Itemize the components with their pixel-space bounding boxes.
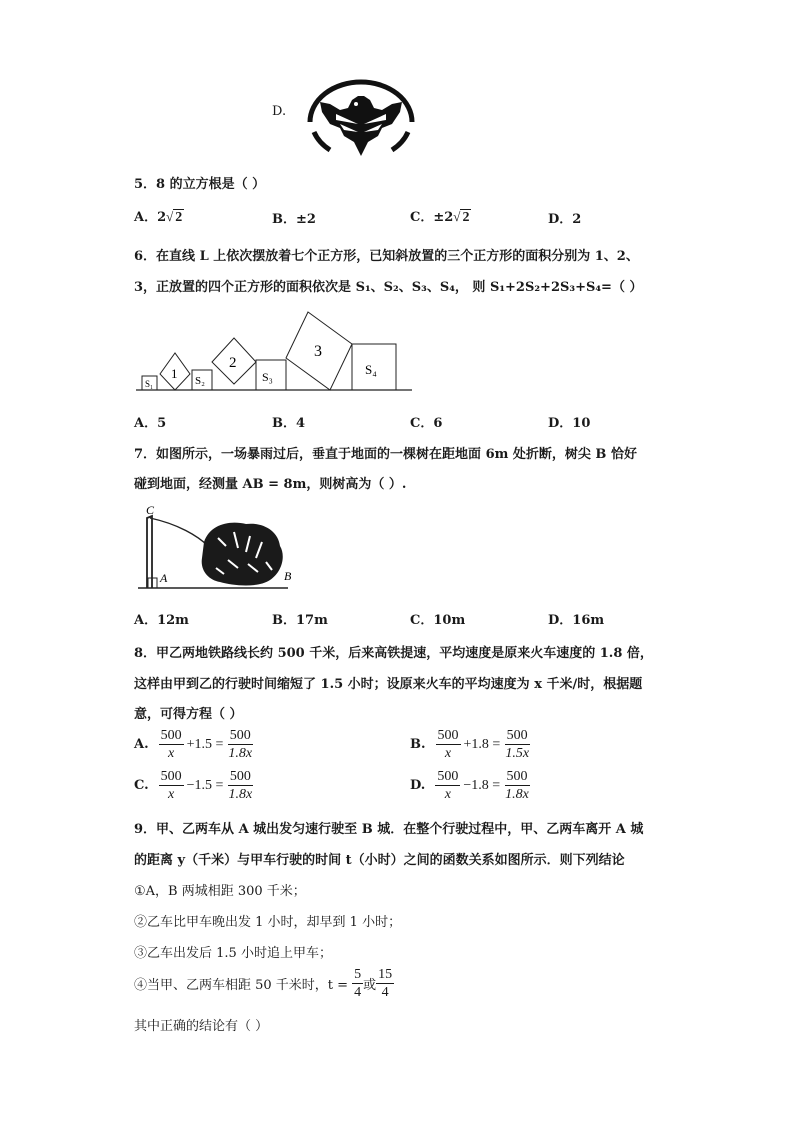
operator: −1.8 = bbox=[463, 777, 501, 793]
numerator: 500 bbox=[437, 728, 459, 743]
q6-label-s4: S₄ bbox=[365, 362, 377, 377]
denominator: 1.8x bbox=[228, 746, 253, 761]
q7-label-c: C bbox=[146, 503, 155, 517]
q9-statement-4-prefix: ④当甲、乙两车相距 50 千米时，t = bbox=[134, 978, 349, 993]
fraction bbox=[503, 768, 531, 803]
denominator: 1.8x bbox=[228, 787, 253, 802]
fraction bbox=[436, 727, 461, 762]
q5-option-c bbox=[410, 206, 471, 226]
q8-option-a bbox=[134, 727, 254, 762]
denominator: x bbox=[168, 787, 175, 802]
q6-line2: 3，正放置的四个正方形的面积依次是 S₁、S₂、S₃、S₄， 则 S₁+2S₂+2S₃+S₄=（ ） bbox=[134, 280, 643, 295]
q6-squares-figure bbox=[136, 304, 416, 396]
q5-option-d: D．2 bbox=[548, 212, 582, 227]
q8-option-a-label: A. bbox=[134, 737, 149, 752]
numerator: 500 bbox=[229, 728, 251, 743]
q9-statement-4-or: 或 bbox=[363, 978, 377, 993]
q9-statement-4 bbox=[134, 966, 394, 1001]
q8-line1: 8．甲乙两地铁路线长约 500 千米，后来高铁提速，平均速度是原来火车速度的 1.8 倍， bbox=[134, 646, 653, 661]
q6-label-s1: S₁ bbox=[145, 379, 154, 389]
q8-option-d bbox=[410, 768, 531, 803]
denominator: 4 bbox=[381, 985, 389, 1000]
q8-option-c bbox=[134, 768, 254, 803]
q7-option-d: D．16m bbox=[548, 613, 605, 628]
q6-option-a: A．5 bbox=[134, 416, 167, 431]
eagle-emblem-icon bbox=[300, 72, 422, 160]
q7-tree-figure bbox=[138, 502, 308, 594]
sqrt-icon: √ 2 bbox=[166, 209, 183, 225]
operator: −1.5 = bbox=[186, 777, 224, 793]
fraction bbox=[435, 768, 460, 803]
q7-option-c: C．10m bbox=[410, 613, 466, 628]
q7-label-a: A bbox=[160, 571, 168, 585]
numerator: 5 bbox=[354, 967, 362, 982]
denominator: x bbox=[168, 746, 175, 761]
numerator: 500 bbox=[160, 728, 182, 743]
q5-option-a-label: A．2 bbox=[134, 210, 167, 225]
q7-line1: 7．如图所示，一场暴雨过后，垂直于地面的一棵树在距地面 6m 处折断，树尖 B 恰好 bbox=[134, 447, 637, 462]
fraction bbox=[503, 727, 531, 762]
q6-label-s2: S₂ bbox=[195, 375, 205, 387]
q6-label-1: 1 bbox=[171, 366, 178, 381]
q7-line2: 碰到地面，经测量 AB = 8m，则树高为（ ）. bbox=[134, 477, 407, 492]
q8-option-d-label: D. bbox=[410, 778, 426, 793]
operator: +1.5 = bbox=[186, 736, 224, 752]
numerator: 15 bbox=[378, 967, 393, 982]
denominator: x bbox=[444, 787, 451, 802]
denominator: x bbox=[444, 746, 452, 761]
q5-option-c-radicand: 2 bbox=[462, 210, 470, 225]
q8-option-b-label: B. bbox=[410, 737, 426, 752]
fraction bbox=[226, 727, 254, 762]
q9-question: 其中正确的结论有（ ） bbox=[134, 1019, 269, 1034]
q9-line2: 的距离 y（千米）与甲车行驶的时间 t（小时）之间的函数关系如图所示．则下列结论 bbox=[134, 853, 625, 868]
q5-stem: 5．8 的立方根是（ ） bbox=[134, 177, 266, 192]
q5-option-b: B．±2 bbox=[272, 212, 316, 227]
q9-statement-1: ①A，B 两城相距 300 千米； bbox=[134, 884, 306, 899]
fraction bbox=[226, 768, 254, 803]
q7-option-a: A．12m bbox=[134, 613, 189, 628]
q7-label-b: B bbox=[284, 569, 292, 583]
q4-option-d-label: D. bbox=[272, 104, 287, 119]
denominator: 1.8x bbox=[505, 787, 529, 802]
q6-line1: 6．在直线 L 上依次摆放着七个正方形，已知斜放置的三个正方形的面积分别为 1、2、 bbox=[134, 249, 639, 264]
fraction bbox=[376, 966, 394, 1001]
q6-option-b: B．4 bbox=[272, 416, 306, 431]
q5-option-a bbox=[134, 206, 184, 226]
sqrt-icon: √ 2 bbox=[453, 209, 470, 225]
denominator: 1.5x bbox=[505, 746, 530, 761]
q6-label-3: 3 bbox=[314, 343, 322, 360]
fraction bbox=[159, 768, 184, 803]
q6-label-2: 2 bbox=[229, 355, 237, 371]
q6-label-s3: S₃ bbox=[262, 370, 273, 384]
q9-line1: 9．甲、乙两车从 A 城出发匀速行驶至 B 城．在整个行驶过程中，甲、乙两车离开 A 城 bbox=[134, 822, 644, 837]
fraction bbox=[159, 727, 184, 762]
numerator: 500 bbox=[506, 769, 528, 784]
numerator: 500 bbox=[437, 769, 459, 784]
q8-line3: 意，可得方程（ ） bbox=[134, 707, 243, 722]
q8-option-c-label: C. bbox=[134, 778, 149, 793]
numerator: 500 bbox=[160, 769, 182, 784]
q9-statement-3: ③乙车出发后 1.5 小时追上甲车； bbox=[134, 946, 332, 961]
numerator: 500 bbox=[506, 728, 528, 743]
q6-option-c: C．6 bbox=[410, 416, 443, 431]
q7-option-b: B．17m bbox=[272, 613, 328, 628]
fraction bbox=[352, 966, 363, 1001]
q9-statement-2: ②乙车比甲车晚出发 1 小时，却早到 1 小时； bbox=[134, 915, 402, 930]
operator: +1.8 = bbox=[463, 736, 501, 752]
q8-option-b bbox=[410, 727, 531, 762]
q6-option-d: D．10 bbox=[548, 416, 591, 431]
q5-option-c-label: C．±2 bbox=[410, 210, 454, 225]
numerator: 500 bbox=[229, 769, 251, 784]
q8-line2: 这样由甲到乙的行驶时间缩短了 1.5 小时；设原来火车的平均速度为 x 千米/时，根据题 bbox=[134, 677, 643, 692]
q5-option-a-radicand: 2 bbox=[175, 210, 183, 225]
denominator: 4 bbox=[354, 985, 362, 1000]
